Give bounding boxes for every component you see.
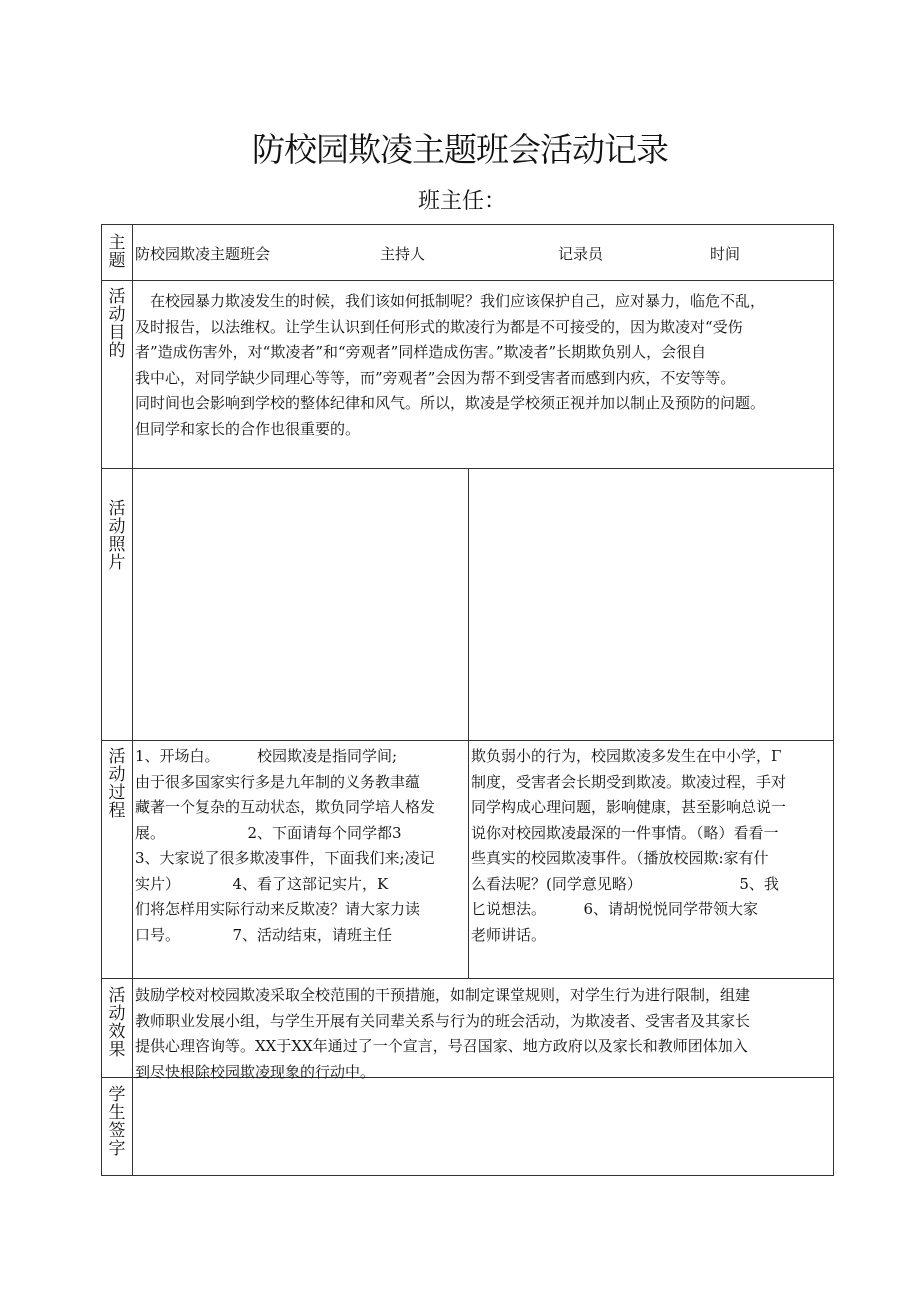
text-line: 实片） 4、看了这部记实片，K	[135, 874, 389, 893]
text-line: 提供心理咨询等。XX于XX年通过了一个宣言，号召国家、地方政府以及家长和教师团体加入	[135, 1037, 748, 1055]
text-line: 欺负弱小的行为，校园欺凌多发生在中小学，Γ	[471, 747, 782, 765]
text-line: 1、开场白。 校园欺凌是指同学间;	[135, 747, 398, 765]
text-line: 鼓励学校对校园欺凌采取全校范围的干预措施，如制定课堂规则，对学生行为进行限制，组建	[135, 986, 751, 1004]
recorder-label: 记录员	[558, 245, 604, 263]
page-title: 防校园欺凌主题班会活动记录	[252, 130, 668, 169]
text-line: 们将怎样用实际行动来反欺凌？请大家力读	[135, 900, 421, 918]
text-line: 同时间也会影响到学校的整体纪律和风气。所以，欺凌是学校须正视并加以制止及预防的问题。	[135, 394, 766, 412]
topic-value: 防校园欺凌主题班会	[135, 245, 271, 263]
photo-slot-right	[469, 469, 833, 740]
text-line: 同学构成心理问题，影响健康，甚至影响总说一	[471, 798, 787, 816]
effect-text	[135, 983, 832, 1085]
text-line: 么看法呢？(同学意见略） 5、我	[471, 874, 779, 893]
text-line: 我中心，对同学缺少同理心等等，而”旁观者”会因为帮不到受害者而感到内疚，不安等等。	[135, 368, 736, 387]
text-line: 者”造成伤害外，对“欺凌者”和“旁观者”同样造成伤害。”欺凌者”长期欺负别人，会很自	[135, 343, 707, 361]
photos-label: 活动照片	[108, 499, 126, 573]
head-teacher-label: 班主任：	[418, 189, 507, 214]
process-text-left	[135, 744, 467, 948]
text-line: 老师讲话。	[471, 925, 547, 944]
photo-slot-left	[133, 469, 468, 740]
process-label: 活动过程	[108, 747, 126, 821]
text-line: 说你对校园欺凌最深的一件事情。（略）看看一	[471, 823, 779, 842]
signature-area[interactable]	[133, 1078, 833, 1175]
text-line: 藏著一个复杂的互动状态，欺负同学培人格发	[135, 798, 436, 816]
text-line: 制度，受害者会长期受到欺凌。欺凌过程，手对	[471, 772, 787, 791]
text-line: 匕说想法。 6、请胡悦悦同学带领大家	[471, 900, 759, 918]
text-line: 但同学和家长的合作也很重要的。	[135, 419, 361, 438]
text-line: 口号。 7、活动结束，请班主任	[135, 925, 393, 944]
text-line: 些真实的校园欺凌事件。（播放校园欺:家有什	[471, 849, 769, 867]
effect-label: 活动效果	[108, 986, 126, 1060]
text-line: 3、大家说了很多欺凌事件，下面我们来;凌记	[135, 849, 435, 867]
text-line: 在校园暴力欺凌发生的时候，我们该如何抵制呢？我们应该保护自己，应对暴力，临危不乱，	[135, 292, 766, 310]
time-label: 时间	[710, 245, 741, 263]
process-text-right	[471, 744, 832, 948]
purpose-label: 活动目的	[108, 287, 126, 361]
host-label: 主持人	[380, 245, 426, 263]
signature-label: 学生签字	[108, 1085, 126, 1159]
purpose-text	[135, 289, 765, 442]
text-line: 及时报告，以法维权。让学生认识到任何形式的欺凌行为都是不可接受的，因为欺凌对“受伤	[135, 317, 743, 336]
text-line: 教师职业发展小组，与学生开展有关同辈关系与行为的班会活动，为欺凌者、受害者及其家长	[135, 1011, 751, 1030]
topic-row-label: 主题	[108, 233, 126, 271]
text-line: 到尽快根除校园欺凌现象的行动中。	[135, 1062, 376, 1081]
text-line: 展。 2、下面请每个同学都3	[135, 823, 402, 842]
text-line: 由于很多国家实行多是九年制的义务教聿蕴	[135, 772, 421, 791]
